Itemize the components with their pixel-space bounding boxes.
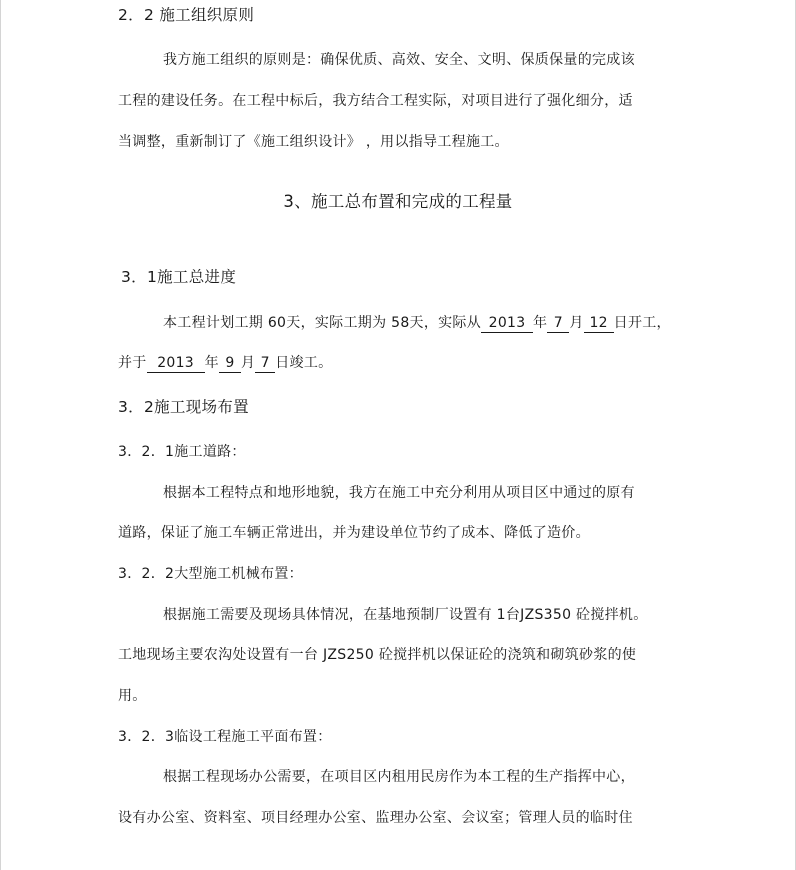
end-month-field: 9: [219, 355, 241, 373]
paragraph-line: 工地现场主要农沟处设置有一台 JZS250 砼搅拌机以保证砼的浇筑和砌筑砂浆的使: [118, 647, 637, 663]
section-heading-2-2: 2．2 施工组织原则: [118, 6, 255, 24]
paragraph-line: 设有办公室、资料室、项目经理办公室、监理办公室、会议室；管理人员的临时住: [118, 810, 633, 826]
year-char: 年: [204, 355, 219, 371]
section-heading-3-1: 3．1施工总进度: [121, 268, 237, 286]
paragraph-line: 用。: [118, 688, 147, 704]
paragraph-line: 我方施工组织的原则是：确保优质、高效、安全、文明、保质保量的完成该: [163, 52, 635, 68]
end-year-field: 2013: [147, 355, 205, 373]
section-heading-3-2-3: 3．2．3临设工程施工平面布置：: [118, 729, 332, 745]
paragraph-line: 根据施工需要及现场具体情况，在基地预制厂设置有 1台JZS350 砼搅拌机。: [163, 607, 648, 623]
schedule-text: 并于: [118, 355, 147, 371]
paragraph-line: 工程的建设任务。在工程中标后，我方结合工程实际，对项目进行了强化细分，适: [118, 93, 633, 109]
end-day-field: 7: [255, 355, 275, 373]
schedule-text: 本工程计划工期 60天，实际工期为 58天，实际从: [163, 315, 482, 331]
paragraph-line: 当调整，重新制订了《施工组织设计》 ，用以指导工程施工。: [118, 134, 509, 150]
start-day-field: 12: [584, 315, 614, 333]
paragraph-line: 根据本工程特点和地形地貌，我方在施工中充分利用从项目区中通过的原有: [163, 485, 635, 501]
section-heading-3-2: 3．2施工现场布置: [118, 398, 249, 416]
schedule-text: 日开工，: [613, 315, 671, 331]
chapter-heading-3: 3、施工总布置和完成的工程量: [283, 192, 513, 211]
schedule-text: 日竣工。: [275, 355, 333, 371]
month-char: 月: [240, 355, 256, 371]
start-month-field: 7: [547, 315, 569, 333]
month-char: 月: [569, 315, 584, 331]
schedule-line-start: [163, 313, 671, 333]
paragraph-line: 根据工程现场办公需要，在项目区内租用民房作为本工程的生产指挥中心，: [163, 769, 635, 785]
section-heading-3-2-2: 3．2．2大型施工机械布置：: [118, 566, 303, 582]
year-char: 年: [533, 315, 548, 331]
schedule-line-end: [118, 353, 332, 373]
start-year-field: 2013: [481, 315, 533, 333]
section-heading-3-2-1: 3．2．1施工道路：: [118, 444, 246, 460]
paragraph-line: 道路，保证了施工车辆正常进出，并为建设单位节约了成本、降低了造价。: [118, 525, 590, 541]
